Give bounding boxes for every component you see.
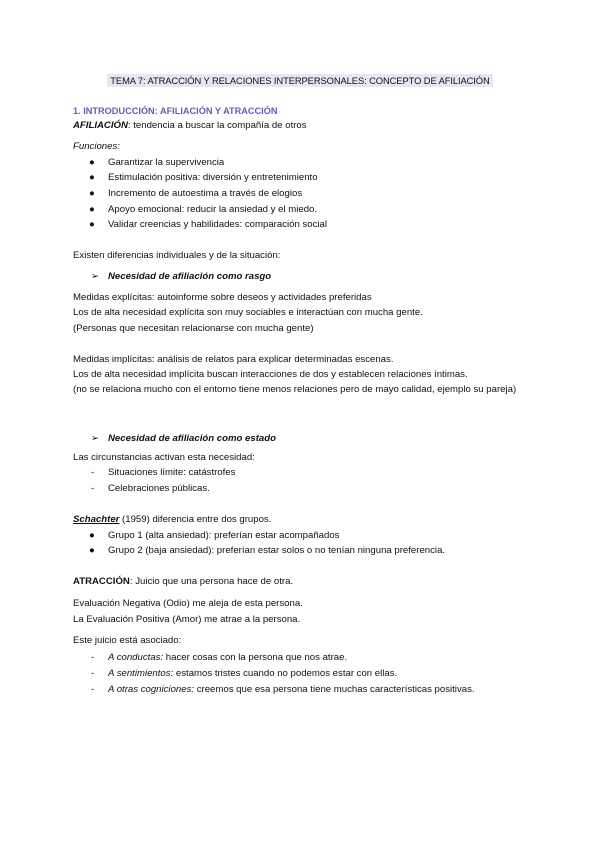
bullet-icon: ● (89, 219, 95, 230)
estado-heading: Necesidad de afiliación como estado (108, 433, 276, 444)
circunstancias-text: Las circunstancias activan esta necesidad: (73, 452, 255, 463)
explicitas-line: (Personas que necesitan relacionarse con mucha gente) (73, 323, 314, 334)
funciones-label: Funciones: (73, 141, 120, 152)
list-item: Garantizar la supervivencia (108, 157, 225, 168)
evaluacion-line: La Evaluación Positiva (Amor) me atrae a la persona. (73, 614, 301, 625)
dash-icon: - (91, 668, 95, 679)
list-item: Situaciones límite: catástrofes (108, 467, 236, 478)
dash-icon: - (91, 652, 95, 663)
atraccion-term: ATRACCIÓN (73, 576, 130, 587)
atraccion-definition (73, 576, 293, 588)
explicitas-line: Los de alta necesidad explícita son muy sociables e interactúan con mucha gente. (73, 307, 423, 318)
list-item: A conductas: hacer cosas con la persona que nos atrae. (108, 652, 348, 663)
afiliacion-term: AFILIACIÓN (73, 120, 128, 131)
bullet-icon: ● (89, 204, 95, 215)
schachter-rest: (1959) diferencia entre dos grupos. (119, 514, 272, 525)
bullet-icon: ● (89, 545, 95, 556)
bullet-icon: ● (89, 172, 95, 183)
page-title: TEMA 7: ATRACCIÓN Y RELACIONES INTERPERSONALES: CONCEPTO DE AFILIACIÓN (107, 74, 492, 87)
list-item: Grupo 1 (alta ansiedad): preferían estar acompañados (108, 530, 340, 541)
list-item: A otras cogniciones: creemos que esa persona tiene muchas características positivas. (108, 684, 475, 695)
rasgo-heading: Necesidad de afiliación como rasgo (108, 271, 272, 282)
list-item: Validar creencias y habilidades: comparación social (108, 219, 327, 230)
section-heading: 1. INTRODUCCIÓN: AFILIACIÓN Y ATRACCIÓN (73, 106, 278, 116)
implicitas-line: Los de alta necesidad implícita buscan interacciones de dos y establecen relaciones íntimas. (73, 369, 468, 380)
schachter-line (73, 514, 271, 526)
dash-icon: - (91, 467, 95, 478)
bullet-icon: ● (89, 530, 95, 541)
juicio-text: Este juicio está asociado: (73, 635, 182, 646)
list-item: Celebraciones públicas. (108, 483, 210, 494)
list-item: A sentimientos: estamos tristes cuando no podemos estar con ellas. (108, 668, 398, 679)
list-item: Grupo 2 (baja ansiedad): preferían estar solos o no tenían ninguna preferencia. (108, 545, 446, 556)
dash-icon: - (91, 483, 95, 494)
afiliacion-definition (73, 120, 307, 132)
list-item: Incremento de autoestima a través de elogios (108, 188, 303, 199)
evaluacion-line: Evaluación Negativa (Odio) me aleja de esta persona. (73, 598, 303, 609)
arrow-icon: ➢ (91, 271, 100, 282)
implicitas-note: (no se relaciona mucho con el entorno tiene menos relaciones pero de mayo calidad, ejemplo su pareja) (73, 384, 517, 395)
afiliacion-def-text: : tendencia a buscar la compañía de otros (127, 120, 307, 131)
bullet-icon: ● (89, 157, 95, 168)
list-item: Estimulación positiva: diversión y entretenimiento (108, 172, 318, 183)
diferencias-text: Existen diferencias individuales y de la situación: (73, 250, 281, 261)
schachter-name: Schachter (73, 514, 120, 525)
bullet-icon: ● (89, 188, 95, 199)
atraccion-def-text: : Juicio que una persona hace de otra. (129, 576, 294, 587)
implicitas-line: Medidas implícitas: análisis de relatos para explicar determinadas escenas. (73, 354, 394, 365)
arrow-icon: ➢ (91, 433, 100, 444)
explicitas-line: Medidas explícitas: autoinforme sobre deseos y actividades preferidas (73, 292, 372, 303)
list-item: Apoyo emocional: reducir la ansiedad y el miedo. (108, 204, 318, 215)
dash-icon: - (91, 684, 95, 695)
